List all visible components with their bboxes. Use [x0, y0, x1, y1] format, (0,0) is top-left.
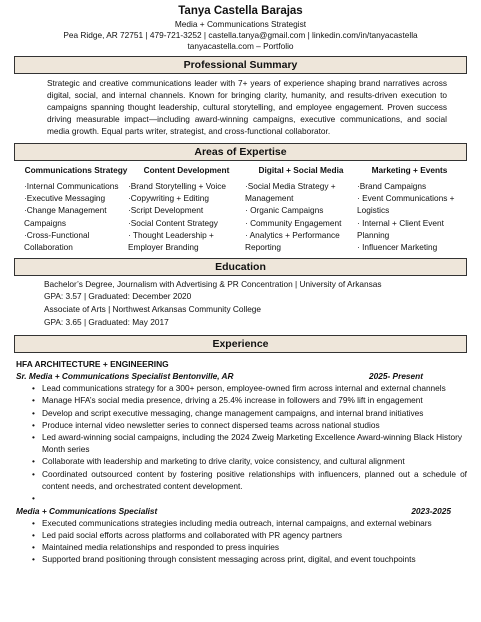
degree-line: Associate of Arts | Northwest Arkansas Community College — [44, 304, 262, 315]
list-item: • Collaborate with leadership and marketing to drive clarity, voice consistency, and cultural alignment — [32, 455, 467, 467]
summary-text: Strategic and creative communications leader with 7+ years of experience shaping brand narratives across digital, social, and internal channels. Known for bringing clarity, humanity, and results-driven execution to campaigns spanning thought leadership, cultural storytelling, and employee engagement. Proven success driving measurable impact—including award-winning campaigns, executive communications, and social media growth. Equal parts writer, strategist, and cross-functional collaborator. — [47, 77, 447, 137]
expertise-item: ·Script Development — [128, 205, 204, 216]
expertise-item: ·Brand Campaigns — [357, 181, 427, 192]
expertise-item: ·Social Media Strategy + Management — [245, 181, 336, 204]
list-item: • Manage HFA’s social media presence, driving a 25.4% increase in followers and 79% lift in engagement — [32, 394, 467, 406]
job-title-row — [14, 370, 467, 382]
experience-heading: Experience — [14, 335, 467, 353]
expertise-item: ·Brand Storytelling + Voice — [128, 181, 227, 192]
list-item: • Supported brand positioning through consistent messaging across print, digital, and event touchpoints — [32, 553, 467, 565]
expertise-column-communications — [24, 164, 128, 252]
gpa-line: GPA: 3.57 | Graduated: December 2020 — [44, 291, 192, 302]
expertise-item: ·Executive Messaging — [24, 193, 106, 204]
expertise-column-title: Communications Strategy — [24, 165, 128, 176]
summary-heading: Professional Summary — [14, 56, 467, 74]
expertise-column-title: Digital + Social Media — [258, 165, 344, 176]
expertise-column-digital — [245, 164, 357, 252]
job-title-row — [14, 505, 467, 517]
list-item: • Led paid social efforts across platforms and collaborated with PR agency partners — [32, 529, 467, 541]
expertise-column-title: Marketing + Events — [371, 165, 448, 176]
degree-line: Bachelor’s Degree, Journalism with Advertising & PR Concentration | University of Arkansas — [44, 278, 382, 289]
list-item: • Executed communications strategies including media outreach, internal campaigns, and external webinars — [32, 517, 467, 529]
list-item — [32, 492, 467, 504]
expertise-column-content — [128, 164, 245, 252]
job-bullets — [14, 382, 467, 504]
gpa-line: GPA: 3.65 | Graduated: May 2017 — [44, 317, 169, 328]
job-dates: 2023-2025 — [411, 505, 451, 516]
portfolio-line: tanyacastella.com – Portfolio — [187, 41, 294, 52]
expertise-item: · Thought Leadership + Employer Branding — [128, 229, 214, 252]
list-item: • Lead communications strategy for a 300+ person, employee-owned firm across internal and external channels — [32, 382, 467, 394]
list-item: • Coordinated outsourced content by fostering positive relationships with influencers, planned out a schedule of content needs, and orchestrated content development. — [32, 468, 467, 492]
expertise-item: · Organic Campaigns — [245, 205, 324, 216]
job-title: Sr. Media + Communications Specialist Bentonville, AR — [16, 371, 234, 382]
expertise-heading: Areas of Expertise — [14, 143, 467, 161]
candidate-name: Tanya Castella Barajas — [178, 5, 303, 17]
expertise-item: · Community Engagement — [245, 217, 342, 228]
expertise-item: · Event Communications + Logistics — [357, 193, 455, 216]
expertise-item: · Internal + Client Event Planning — [357, 217, 444, 240]
contact-line: Pea Ridge, AR 72751 | 479-721-3252 | castella.tanya@gmail.com | linkedin.com/in/tanyacastella — [63, 30, 418, 41]
expertise-item: ·Internal Communications — [24, 181, 119, 192]
list-item: • Produce internal video newsletter series to connect dispersed teams across national studios — [32, 419, 467, 431]
expertise-item: ·Copywriting + Editing — [128, 193, 209, 204]
job-dates: 2025- Present — [369, 371, 423, 382]
candidate-title: Media + Communications Strategist — [174, 18, 307, 29]
expertise-item: · Analytics + Performance Reporting — [245, 229, 340, 252]
list-item: • Maintained media relationships and responded to press inquiries — [32, 541, 467, 553]
job-bullets — [14, 517, 467, 566]
resume-header — [14, 4, 467, 53]
list-item: • Develop and script executive messaging, change management campaigns, and internal brand initiatives — [32, 407, 467, 419]
expertise-item: ·Change Management Campaigns — [24, 205, 107, 228]
education-block — [14, 276, 467, 329]
expertise-item: ·Social Content Strategy — [128, 217, 218, 228]
expertise-column-title: Content Development — [143, 165, 230, 176]
expertise-item: ·Cross-Functional Collaboration — [24, 229, 90, 252]
expertise-column-marketing — [357, 164, 462, 252]
company-name: HFA ARCHITECTURE + ENGINEERING — [16, 358, 169, 369]
education-heading: Education — [14, 258, 467, 276]
expertise-item: · Influencer Marketing — [357, 241, 438, 252]
list-item: • Led award-winning social campaigns, including the 2024 Zweig Marketing Excellence Award-winning Black History Month series — [32, 431, 467, 455]
expertise-grid — [14, 161, 467, 252]
job-title: Media + Communications Specialist — [16, 505, 158, 516]
